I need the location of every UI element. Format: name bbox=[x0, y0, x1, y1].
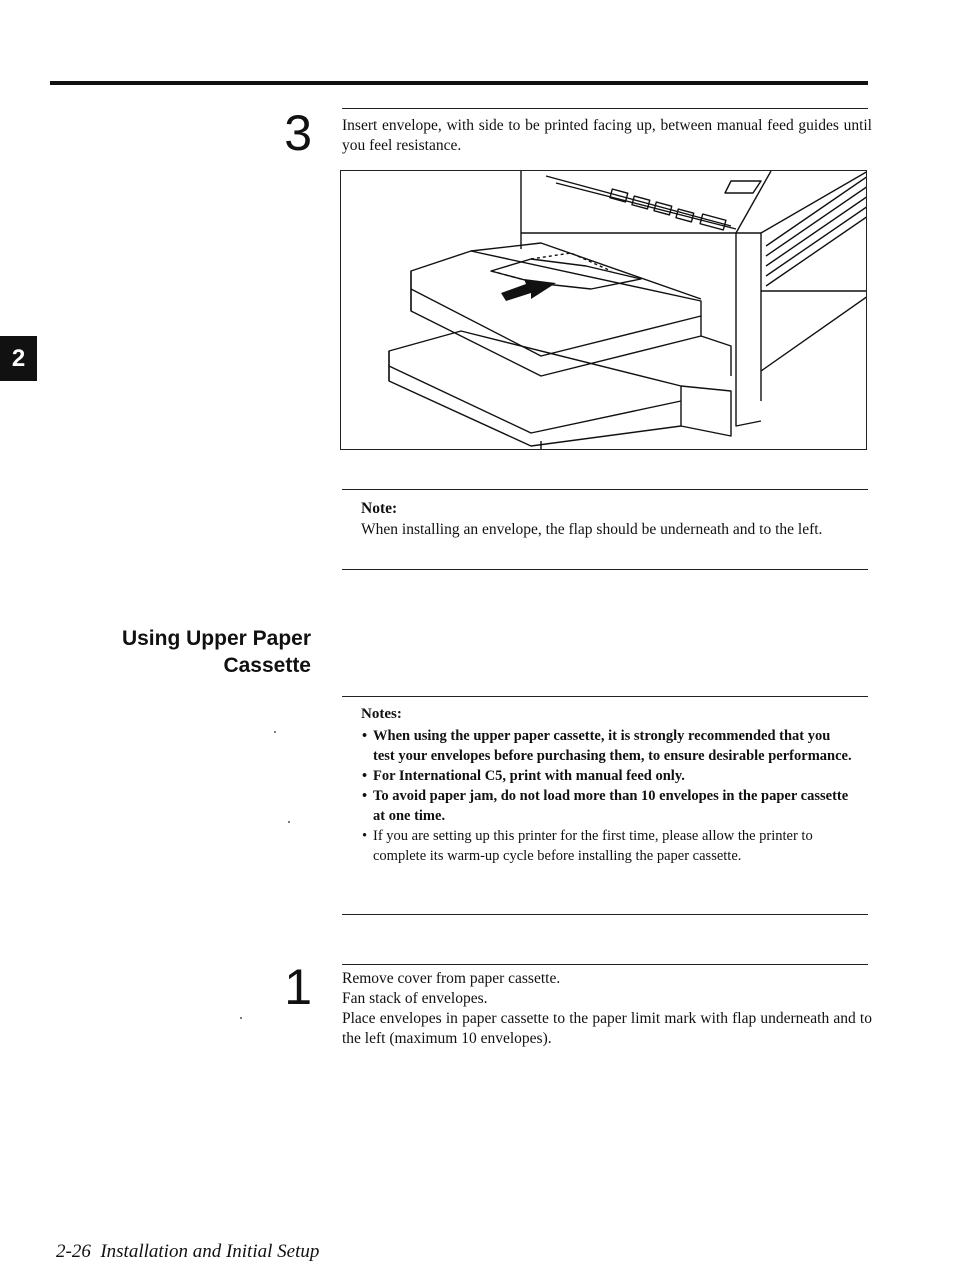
step1-text bbox=[342, 969, 872, 1049]
section-title bbox=[122, 625, 311, 679]
notes2-list bbox=[362, 726, 852, 866]
notes2-top-rule bbox=[342, 696, 868, 697]
step3-rule bbox=[342, 108, 868, 109]
insert-arrow-icon bbox=[501, 279, 556, 301]
step1-rule bbox=[342, 964, 868, 965]
chapter-tab: 2 bbox=[0, 336, 37, 381]
scan-speck bbox=[288, 821, 290, 823]
printer-envelope-drawing bbox=[341, 171, 867, 450]
step-number-1: 1 bbox=[284, 959, 312, 1015]
printer-illustration bbox=[340, 170, 867, 450]
step3-text: Insert envelope, with side to be printed facing up, between manual feed guides until you feel resistance. bbox=[342, 117, 872, 154]
step1-line-1: Remove cover from paper cassette. bbox=[342, 970, 561, 987]
step1-line-2: Fan stack of envelopes. bbox=[342, 990, 488, 1007]
section-title-line2: Cassette bbox=[223, 654, 311, 677]
notes2-bottom-rule bbox=[342, 914, 868, 915]
note1-top-rule bbox=[342, 489, 868, 490]
step1-line-3: Place envelopes in paper cassette to the paper limit mark with flap underneath and to the left (maximum 10 envelopes). bbox=[342, 1010, 872, 1047]
page-footer: 2-26 Installation and Initial Setup bbox=[56, 1241, 320, 1262]
top-rule bbox=[50, 81, 868, 85]
note1-bottom-rule bbox=[342, 569, 868, 570]
scan-speck bbox=[240, 1017, 242, 1019]
notes2-item-3: • To avoid paper jam, do not load more than 10 envelopes in the paper cassette at one time. bbox=[362, 786, 852, 826]
note1-label: Note: bbox=[361, 500, 398, 517]
scan-speck bbox=[274, 731, 276, 733]
note1-text: When installing an envelope, the flap should be underneath and to the left. bbox=[361, 521, 823, 538]
notes2-item-1: • When using the upper paper cassette, it is strongly recommended that you test your envelopes before purchasing them, to ensure desirable performance. bbox=[362, 726, 852, 766]
notes2-label: Notes: bbox=[361, 706, 402, 722]
notes2-item-2: • For International C5, print with manual feed only. bbox=[362, 766, 852, 786]
notes2-item-4: • If you are setting up this printer for the first time, please allow the printer to complete its warm-up cycle before installing the paper cassette. bbox=[362, 826, 852, 866]
section-title-line1: Using Upper Paper bbox=[121, 627, 311, 650]
step-number-3: 3 bbox=[284, 105, 312, 161]
